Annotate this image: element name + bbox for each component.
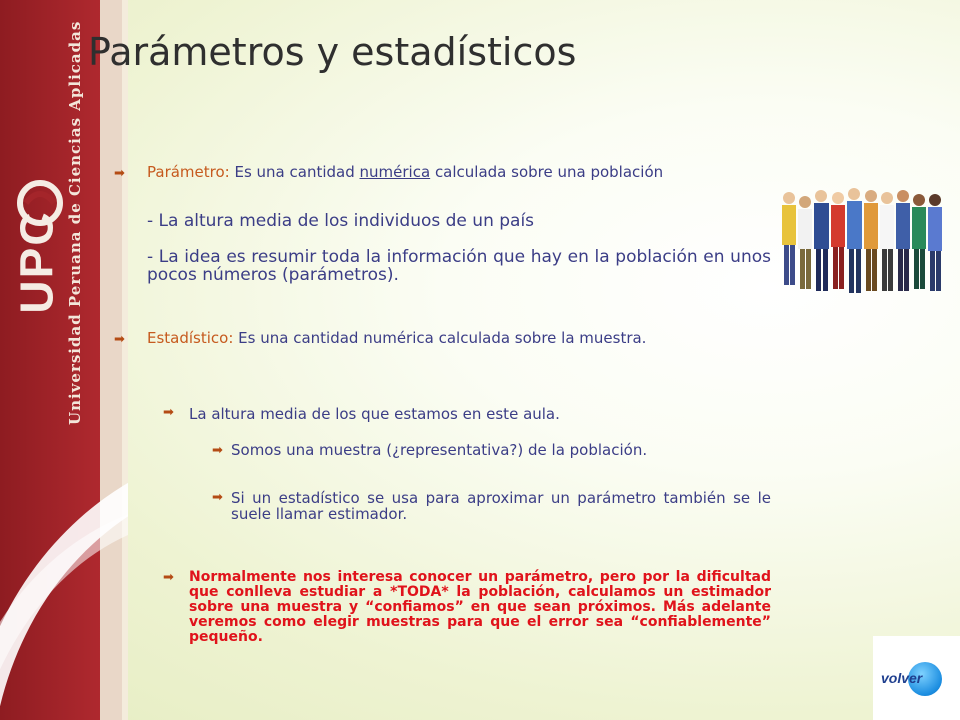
parametro-underlined: numérica <box>359 163 431 181</box>
parametro-example: - La altura media de los individuos de un país <box>147 211 535 231</box>
upc-logo-text: UPC <box>10 210 63 314</box>
parametro-text-a: Es una cantidad <box>229 163 360 181</box>
estimador-note: Si un estadístico se usa para aproximar un parámetro también se le suele llamar estimador. <box>231 489 771 523</box>
parametro-label: Parámetro: <box>147 163 230 181</box>
arrow-bullet-icon: ➡ <box>163 570 174 585</box>
arrow-bullet-icon: ➡ <box>114 166 125 181</box>
arrow-bullet-icon: ➡ <box>114 332 125 347</box>
volver-label[interactable]: volver <box>881 670 923 686</box>
people-illustration <box>778 185 948 303</box>
arrow-bullet-icon: ➡ <box>212 490 223 505</box>
arrow-bullet-icon: ➡ <box>163 405 174 420</box>
estadistico-example: La altura media de los que estamos en este aula. <box>189 405 560 423</box>
muestra-note: Somos una muestra (¿representativa?) de la población. <box>231 441 648 459</box>
decorative-arc <box>0 420 128 720</box>
estadistico-text: Es una cantidad numérica calculada sobre la muestra. <box>233 329 647 347</box>
arrow-bullet-icon: ➡ <box>212 443 223 458</box>
slide-title: Parámetros y estadísticos <box>88 30 577 74</box>
bullet-parametro <box>147 164 771 180</box>
bullet-estadistico <box>147 330 771 346</box>
estadistico-label: Estadístico: <box>147 329 234 347</box>
estimador-highlight: Normalmente nos interesa conocer un parámetro, pero por la dificultad que conlleva estudiar a *TODA* la población, calculamos un estimador sobre una muestra y “confiamos” en que sean próximos. Más adelante veremos como elegir muestras para que el error sea “confiablemente” pequeño. <box>189 569 771 645</box>
sidebar-branding <box>0 0 128 720</box>
parametro-idea: - La idea es resumir toda la información que hay en la población en unos pocos números (parámetros). <box>147 247 771 285</box>
parametro-text-b: calculada sobre una población <box>430 163 664 181</box>
university-name: Universidad Peruana de Ciencias Aplicadas <box>66 20 84 425</box>
